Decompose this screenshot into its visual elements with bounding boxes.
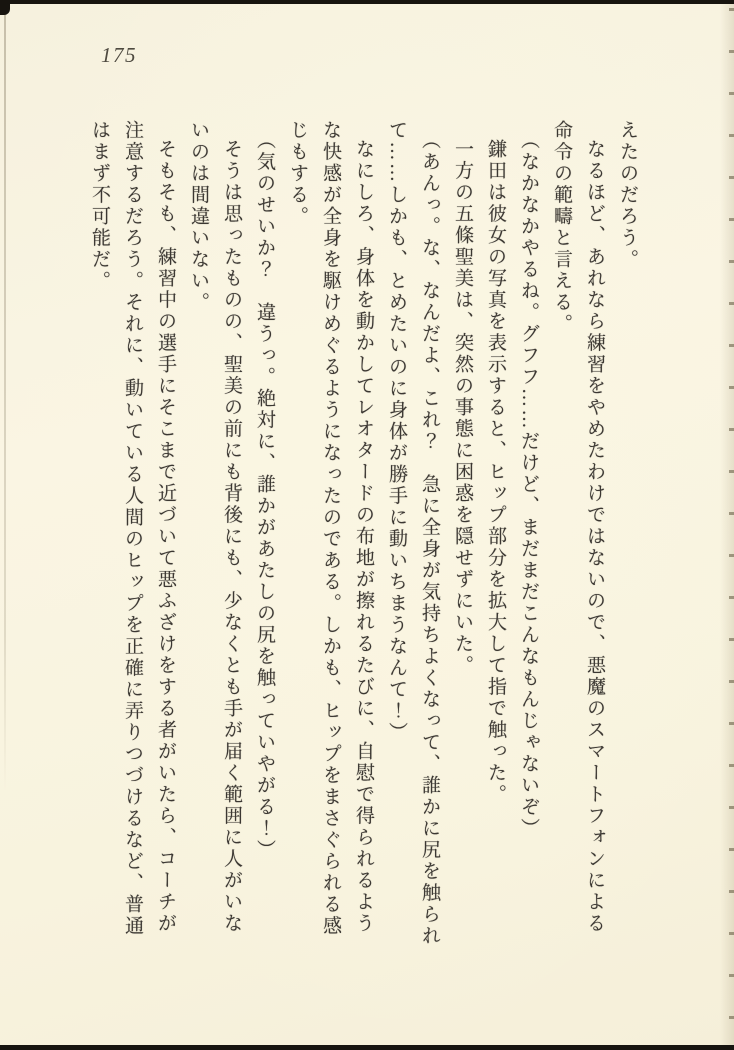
text-line: じもする。: [287, 120, 308, 228]
text-line: そうは思ったものの、聖美の前にも背後にも、少なくとも手が届く範囲に人がいな: [221, 139, 242, 935]
text-line: いのは間違いない。: [188, 120, 209, 314]
text-line: そもそも、練習中の選手にそこまで近づいて悪ふざけをする者がいたら、コーチが: [155, 139, 176, 935]
text-line: て……しかも、とめたいのに身体が勝手に動いちまうなんて！）: [386, 120, 407, 744]
text-line: はまず不可能だ。: [89, 120, 110, 292]
text-line: 注意するだろう。それに、動いている人間のヒップを正確に弄りつづけるなど、普通: [122, 120, 143, 937]
bottom-scan-edge: [0, 1045, 734, 1050]
text-line: 命令の範疇と言える。: [551, 120, 572, 335]
text-line: 一方の五條聖美は、突然の事態に困惑を隠せずにいた。: [452, 139, 473, 677]
vertical-text-block: [82, 120, 644, 948]
left-edge-scan-line: [4, 0, 6, 792]
text-line: えたのだろう。: [617, 120, 638, 271]
top-left-scan-corner: [0, 0, 10, 15]
text-line: （気のせいか？ 違うっ。絶対に、誰かがあたしの尻を触っていやがる！）: [254, 130, 275, 862]
text-line: なるほど、あれなら練習をやめたわけではないので、悪魔のスマートフォンによる: [584, 139, 605, 935]
text-line: 鎌田は彼女の写真を表示すると、ヒップ部分を拡大して指で触った。: [485, 139, 506, 806]
text-line: （なかなかやるね。グフフ……だけど、まだまだこんなもんじゃないぞ）: [518, 130, 539, 840]
text-line: （あんっ。な、なんだよ、これ？ 急に全身が気持ちよくなって、誰かに尻を触られ: [419, 130, 440, 948]
top-scan-edge: [0, 0, 734, 4]
page-number: 175: [101, 43, 137, 67]
text-line: なにしろ、身体を動かしてレオタードの布地が擦れるたびに、自慰で得られるよう: [353, 139, 374, 935]
right-edge-page-ticks: [729, 8, 734, 1042]
text-line: な快感が全身を駆けめぐるようになったのである。しかも、ヒップをまさぐられる感: [320, 120, 341, 937]
